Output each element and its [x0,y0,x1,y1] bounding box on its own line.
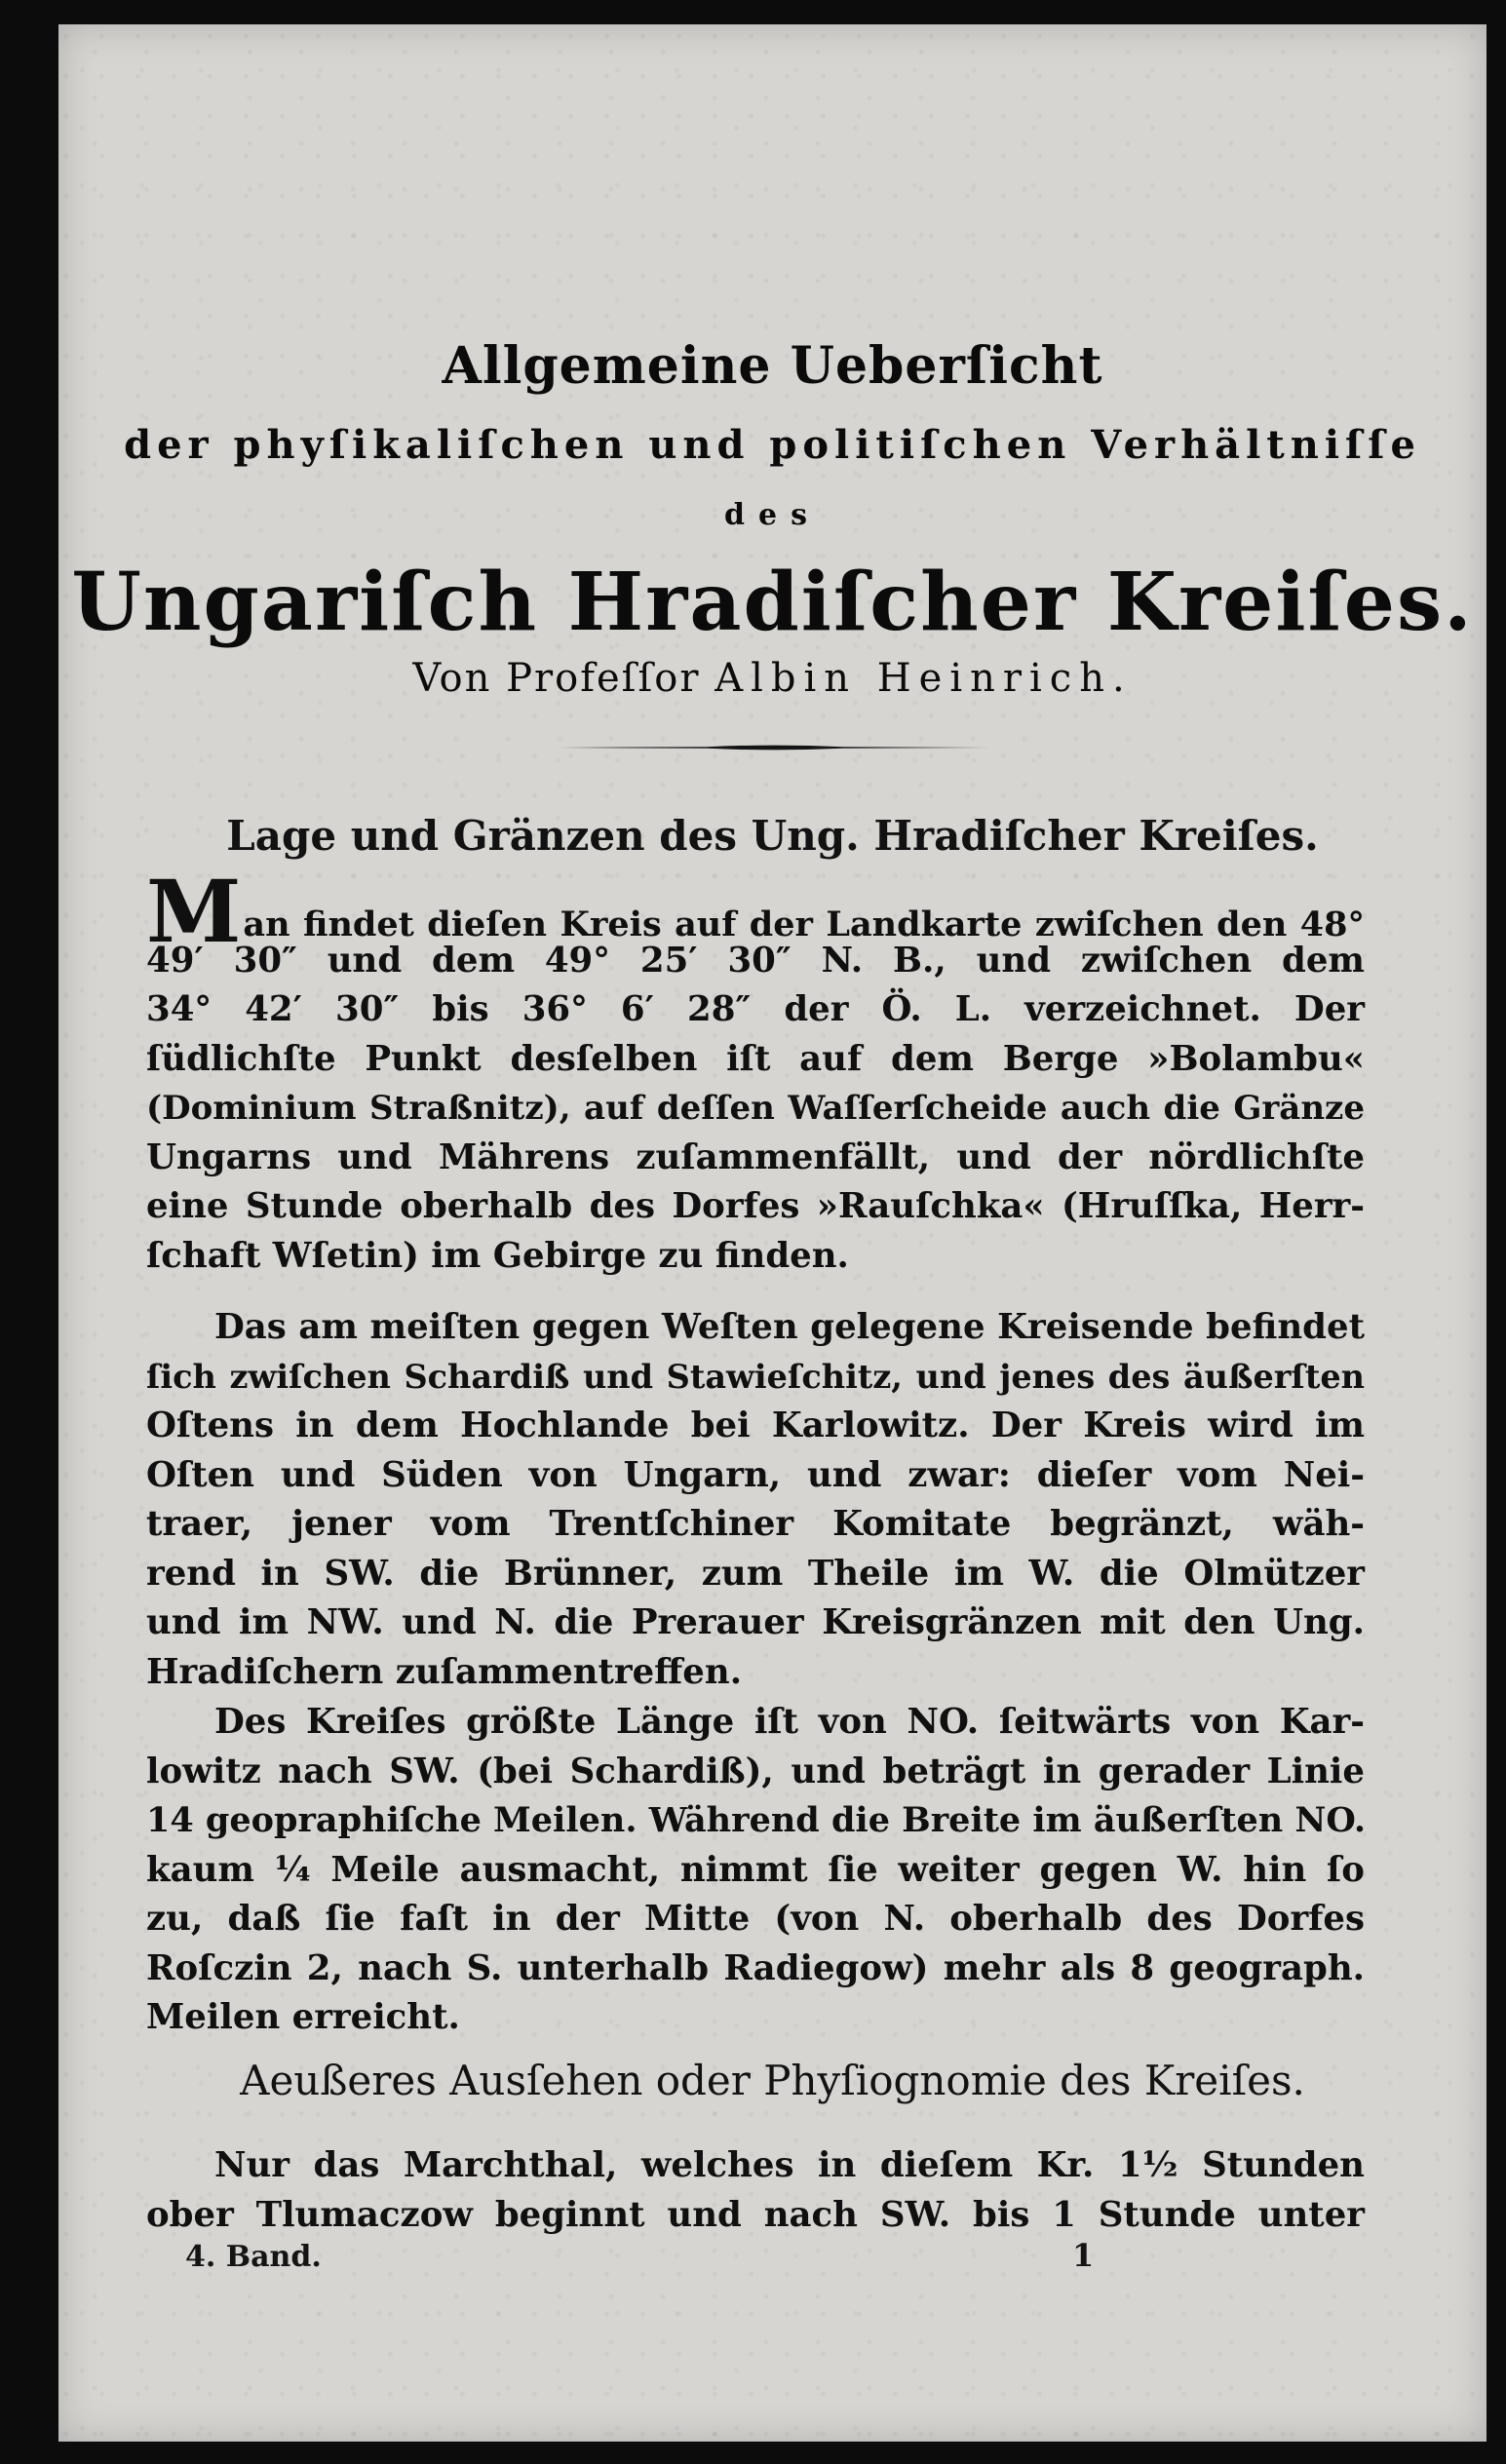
byline-prefix: Von Profeſſor [412,656,701,701]
text-line: Meilen erreicht. [146,1997,460,2037]
text-line: zu, daß ſie faſt in der Mitte (von N. oberhalb des Dorfes [146,1899,1365,1939]
text-line: Oſten und Süden von Ungarn, und zwar: dieſer vom Nei- [146,1454,1365,1495]
text-line: Nur das Marchthal, welches in dieſem Kr. 1½ Stunden [214,2145,1365,2185]
text-line: 14 geopraphiſche Meilen. Während die Breite im äußerſten NO. [146,1800,1367,1840]
text-line: Oſtens in dem Hochlande bei Karlowitz. Der Kreis wird im [146,1405,1365,1445]
text-line: und im NW. und N. die Prerauer Kreisgränzen mit den Ung. [146,1602,1365,1642]
district-title: Ungariſch Hradiſcher Kreiſes. [71,556,1474,649]
page-title: Allgemeine Ueberſicht [442,336,1103,396]
text-line: traer, jener vom Trentſchiner Komitate begränzt, wäh- [146,1504,1365,1544]
text-line: Das am meiſten gegen Weſten gelegene Kreisende befindet [214,1307,1365,1347]
paragraph [146,861,1365,1281]
text-line: 49′ 30″ und dem 49° 25′ 30″ N. B., und zwiſchen dem [146,940,1365,981]
text-line: ſich zwiſchen Schardiß und Stawieſchitz, und jenes des äußerſten [146,1357,1365,1396]
author-name: Albin Heinrich. [714,656,1133,701]
text-line: (Dominium Straßnitz), auf deſſen Waſſerſcheide auch die Gränze [146,1089,1365,1128]
book-page [58,24,1487,2442]
text-line: lowitz nach SW. (bei Schardiß), und beträgt in gerader Linie [146,1751,1365,1791]
text-line: kaum ¼ Meile ausmacht, nimmt ſie weiter gegen W. hin ſo [146,1849,1365,1890]
paragraph [146,1698,1365,2043]
text-line: eine Stunde oberhalb des Dorfes »Rauſchka« (Hruſſka, Herr- [146,1186,1365,1226]
ornamental-rule [560,744,989,751]
text-line: Des Kreiſes größte Länge iſt von NO. ſeitwärts von Kar- [214,1702,1365,1742]
sheet-number: 1 [1072,2237,1095,2274]
text-line: 34° 42′ 30″ bis 36° 6′ 28″ der Ö. L. verzeichnet. Der [146,989,1365,1029]
title-connector: des [724,498,821,532]
page-subtitle: der phyſikaliſchen und politiſchen Verhältniſſe [124,422,1421,468]
section-heading-appearance: Aeußeres Ausſehen oder Phyſiognomie des Kreiſes. [240,2057,1305,2104]
volume-signature: 4. Band. [185,2240,322,2274]
text-line: rend in SW. die Brünner, zum Theile im W. die Olmützer [146,1553,1365,1594]
text-line: Ungarns und Mährens zuſammenfällt, und der nördlichſte [146,1136,1365,1177]
paragraph [146,2141,1365,2240]
text-line: ober Tlumaczow beginnt und nach SW. bis 1 Stunde unter [146,2194,1365,2235]
section-heading-location: Lage und Gränzen des Ung. Hradiſcher Kreiſes. [226,812,1319,860]
text-line: Roſczin 2, nach S. unterhalb Radiegow) mehr als 8 geograph. [146,1947,1365,1988]
text-line: ſchaft Wſetin) im Gebirge zu finden. [146,1235,849,1276]
paragraph [146,1303,1365,1697]
text-line: ſüdlichſte Punkt desſelben iſt auf dem Berge »Bolambu« [146,1038,1365,1079]
drop-cap: M [146,861,242,962]
text-line: Hradiſchern zuſammentreffen. [146,1651,743,1692]
author-byline [58,656,1487,701]
text-line-content: an findet dieſen Kreis auf der Landkarte zwiſchen den 48° [243,905,1365,944]
